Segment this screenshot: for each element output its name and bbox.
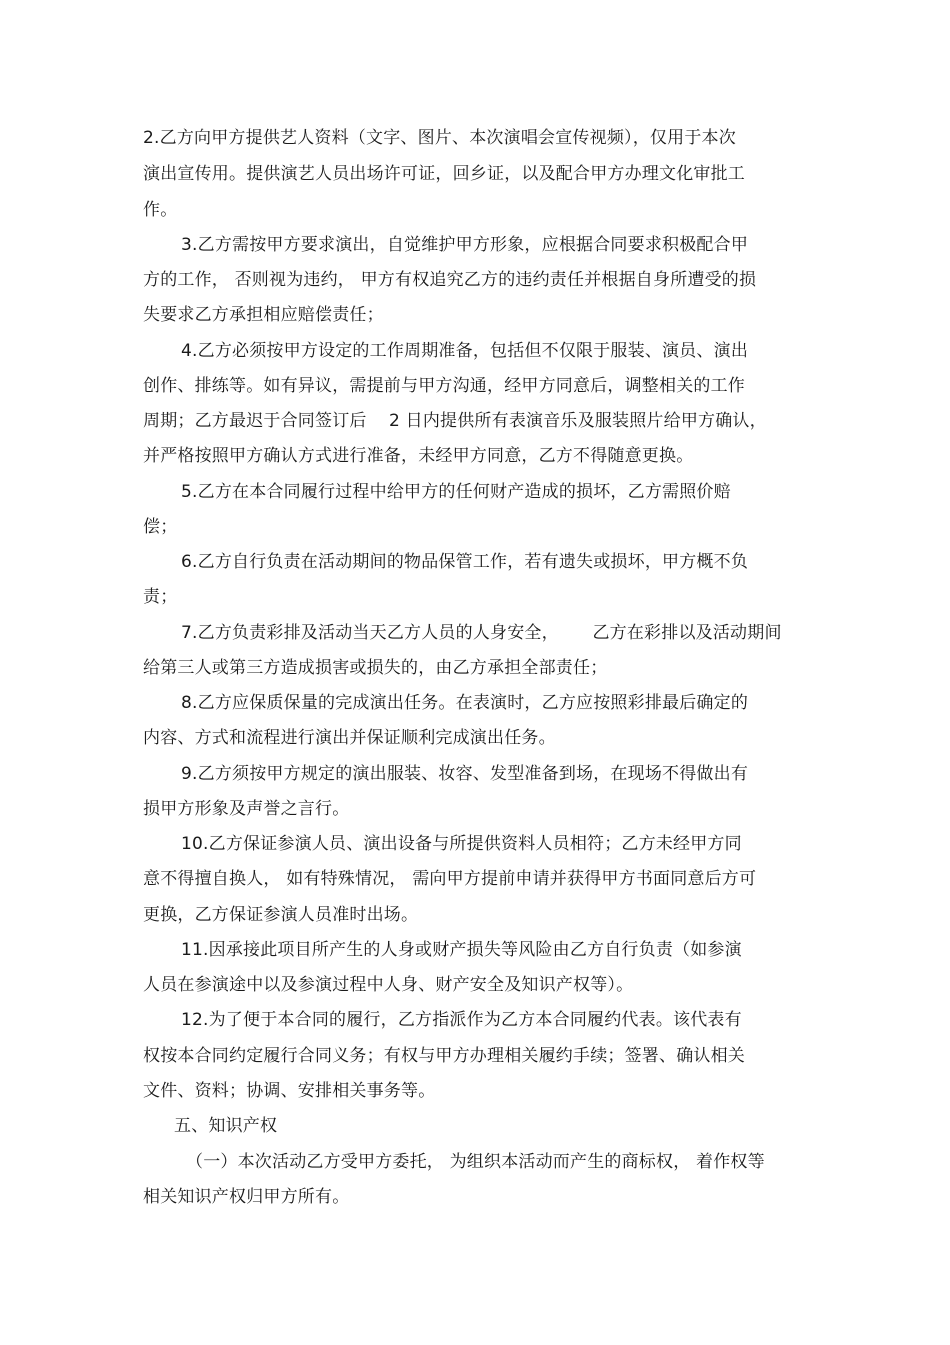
paragraph-12-line-2: 权按本合同约定履行合同义务；有权与甲方办理相关履约手续；签署、确认相关	[143, 1046, 745, 1066]
paragraph-6-line-1: 6.乙方自行负责在活动期间的物品保管工作，若有遗失或损坏，甲方概不负	[181, 552, 749, 572]
paragraph-7-line-2: 给第三人或第三方造成损害或损失的，由乙方承担全部责任；	[143, 658, 608, 678]
section-5-item-1-line-2: 相关知识产权归甲方所有。	[143, 1187, 350, 1207]
paragraph-12-line-1: 12.为了便于本合同的履行，乙方指派作为乙方本合同履约代表。该代表有	[181, 1010, 742, 1030]
paragraph-3-line-2: 方的工作， 否则视为违约， 甲方有权追究乙方的违约责任并根据自身所遭受的损	[143, 270, 757, 290]
paragraph-2-line-3: 作。	[143, 200, 178, 220]
paragraph-5-line-1: 5.乙方在本合同履行过程中给甲方的任何财产造成的损坏，乙方需照价赔	[181, 482, 731, 502]
paragraph-8-line-1: 8.乙方应保质保量的完成演出任务。在表演时，乙方应按照彩排最后确定的	[181, 693, 749, 713]
section-5-heading: 五、知识产权	[174, 1116, 278, 1136]
paragraph-3-line-1: 3.乙方需按甲方要求演出，自觉维护甲方形象，应根据合同要求积极配合甲	[181, 235, 749, 255]
paragraph-7-line-1: 7.乙方负责彩排及活动当天乙方人员的人身安全， 乙方在彩排以及活动期间	[181, 623, 782, 643]
paragraph-4-line-4: 并严格按照甲方确认方式进行准备，未经甲方同意，乙方不得随意更换。	[143, 446, 694, 466]
paragraph-5-line-2: 偿；	[143, 517, 178, 537]
paragraph-2-line-1: 2.乙方向甲方提供艺人资料（文字、图片、本次演唱会宣传视频），仅用于本次	[143, 128, 736, 148]
paragraph-11-line-2: 人员在参演途中以及参演过程中人身、财产安全及知识产权等）。	[143, 975, 634, 995]
paragraph-9-line-2: 损甲方形象及声誉之言行。	[143, 799, 350, 819]
paragraph-12-line-3: 文件、资料；协调、安排相关事务等。	[143, 1081, 436, 1101]
paragraph-10-line-2: 意不得擅自换人， 如有特殊情况， 需向甲方提前申请并获得甲方书面同意后方可	[143, 869, 757, 889]
paragraph-11-line-1: 11.因承接此项目所产生的人身或财产损失等风险由乙方自行负责（如参演	[181, 940, 742, 960]
paragraph-8-line-2: 内容、方式和流程进行演出并保证顺利完成演出任务。	[143, 728, 556, 748]
paragraph-2-line-2: 演出宣传用。提供演艺人员出场许可证，回乡证，以及配合甲方办理文化审批工	[143, 164, 745, 184]
paragraph-4-line-3: 周期；乙方最迟于合同签订后 2 日内提供所有表演音乐及服装照片给甲方确认，	[143, 411, 767, 431]
paragraph-4-line-2: 创作、排练等。如有异议，需提前与甲方沟通，经甲方同意后，调整相关的工作	[143, 376, 745, 396]
section-5-item-1-line-1: （一）本次活动乙方受甲方委托， 为组织本活动而产生的商标权， 着作权等	[186, 1152, 765, 1172]
paragraph-9-line-1: 9.乙方须按甲方规定的演出服装、妆容、发型准备到场，在现场不得做出有	[181, 764, 749, 784]
paragraph-10-line-3: 更换，乙方保证参演人员准时出场。	[143, 905, 419, 925]
paragraph-6-line-2: 责；	[143, 587, 178, 607]
paragraph-4-line-1: 4.乙方必须按甲方设定的工作周期准备，包括但不仅限于服装、演员、演出	[181, 341, 749, 361]
paragraph-10-line-1: 10.乙方保证参演人员、演出设备与所提供资料人员相符；乙方未经甲方同	[181, 834, 742, 854]
paragraph-3-line-3: 失要求乙方承担相应赔偿责任；	[143, 305, 384, 325]
